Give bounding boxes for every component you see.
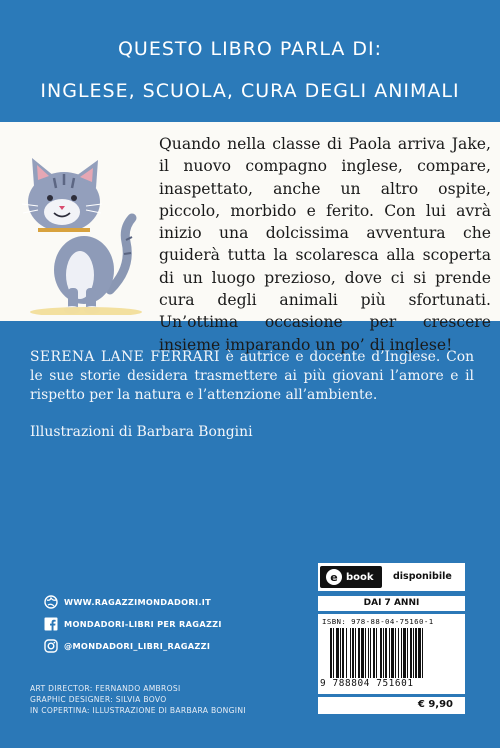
author-name: SERENA LANE FERRARI (30, 349, 220, 365)
author-bio-text: è autrice e docente d’Inglese. Con le sue storie desidera trasmettere ai più giovani l’amore e il rispetto per la natura e l’attenzione all’ambiente. (30, 349, 475, 403)
barcode-bar (389, 628, 390, 678)
header-line-1: QUESTO LIBRO PARLA DI: (117, 38, 383, 60)
website-link[interactable] (44, 595, 211, 609)
header-line-2: INGLESE, SCUOLA, CURA DEGLI ANIMALI (40, 80, 460, 102)
facebook-icon (44, 617, 58, 631)
barcode-bar (365, 628, 366, 678)
barcode-bar (383, 628, 384, 678)
barcode-bar (401, 628, 402, 678)
barcode (330, 628, 458, 678)
barcode-bar (342, 628, 344, 678)
website-text: WWW.RAGAZZIMONDADORI.IT (64, 597, 211, 607)
globe-icon (44, 595, 58, 609)
barcode-bar (361, 628, 364, 678)
author-bio (30, 348, 474, 405)
facebook-text: MONDADORI-LIBRI PER RAGAZZI (64, 619, 222, 629)
barcode-bar (370, 628, 371, 678)
barcode-box (318, 614, 465, 694)
barcode-bar (398, 628, 399, 678)
ebook-status: disponibile (393, 571, 452, 582)
credit-cover: IN COPERTINA: ILLUSTRAZIONE DI BARBARA BONGINI (30, 706, 246, 715)
facebook-link[interactable] (44, 617, 222, 631)
barcode-bar (407, 628, 408, 678)
price: € 9,90 (417, 699, 453, 710)
barcode-bar (350, 628, 351, 678)
barcode-bar (380, 628, 382, 678)
barcode-bar (391, 628, 394, 678)
barcode-bar (336, 628, 339, 678)
barcode-bar (403, 628, 406, 678)
header-band (0, 0, 500, 122)
barcode-bar (418, 628, 421, 678)
barcode-bar (413, 628, 414, 678)
ean-number: 9 788804 751601 (320, 678, 414, 689)
barcode-bar (373, 628, 375, 678)
ebook-badge (320, 566, 382, 588)
blurb-text: Quando nella classe di Paola arriva Jake, il nuovo compagno inglese, compare, inaspettato, anche un altro ospite, piccolo, morbido e ferito. Con lui avrà inizio una dolcissima avventura che guiderà tutta la scolaresca alla scoperta di un luogo prezioso, dove ci si prende cura degli animali più sfortunati. Un’ottima occasione per crescere insieme imparando un po’ di inglese! (159, 135, 491, 354)
barcode-bar (385, 628, 387, 678)
barcode-bar (346, 628, 347, 678)
age-range: DAI 7 ANNI (318, 596, 465, 611)
barcode-bar (358, 628, 360, 678)
credits (30, 683, 246, 716)
barcode-bar (340, 628, 341, 678)
barcode-bar (368, 628, 369, 678)
ebook-badge-label: book (346, 571, 374, 583)
instagram-icon (44, 639, 58, 653)
illustrator-credit: Illustrazioni di Barbara Bongini (30, 424, 253, 440)
barcode-bar (376, 628, 377, 678)
credit-graphic-designer: GRAPHIC DESIGNER: SILVIA BOVO (30, 695, 167, 704)
instagram-link[interactable] (44, 639, 210, 653)
price-box (318, 697, 465, 714)
barcode-bar (415, 628, 417, 678)
barcode-bar (410, 628, 412, 678)
barcode-bar (422, 628, 423, 678)
barcode-bar (352, 628, 354, 678)
barcode-bar (355, 628, 356, 678)
barcode-bar (330, 628, 332, 678)
barcode-bar (333, 628, 334, 678)
isbn: ISBN: 978-88-04-75160-1 (322, 617, 434, 626)
instagram-text: @MONDADORI_LIBRI_RAGAZZI (64, 641, 211, 651)
ebook-e-icon: e (326, 569, 342, 585)
cat-illustration (14, 150, 154, 315)
ebook-availability (318, 563, 465, 591)
barcode-bar (395, 628, 396, 678)
credit-art-director: ART DIRECTOR: FERNANDO AMBROSI (30, 684, 181, 693)
